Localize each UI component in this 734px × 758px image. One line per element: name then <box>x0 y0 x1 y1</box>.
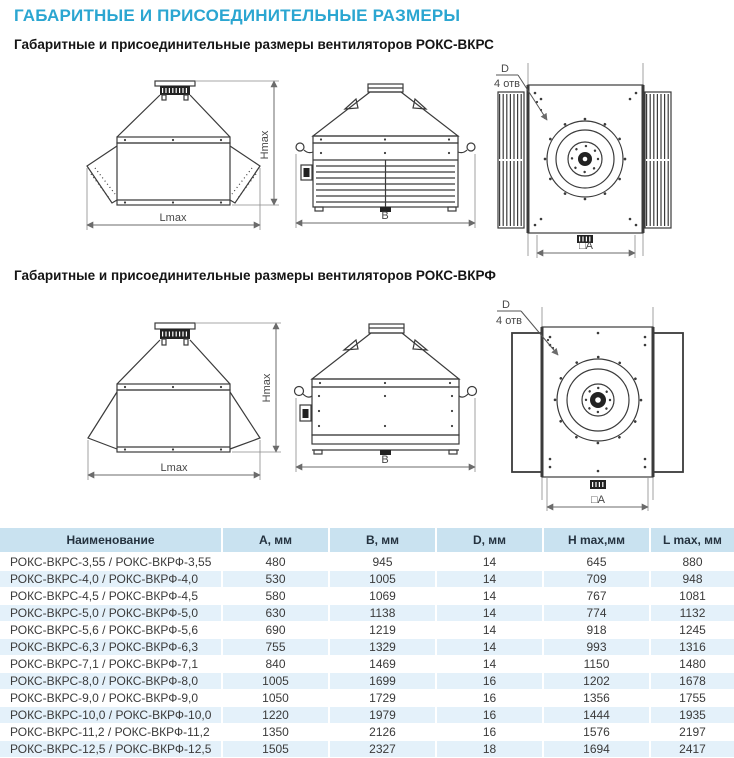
dimension-value-cell: 1005 <box>222 673 329 690</box>
dimension-value-cell: 1979 <box>329 707 436 724</box>
dimension-value-cell: 14 <box>436 639 543 656</box>
dimension-value-cell: 1138 <box>329 605 436 622</box>
dimension-value-cell: 1694 <box>543 741 650 758</box>
dimension-value-cell: 1678 <box>650 673 734 690</box>
table-row <box>0 553 734 571</box>
dimensions-table <box>0 528 734 757</box>
dimension-value-cell: 690 <box>222 622 329 639</box>
dimension-value-cell: 16 <box>436 690 543 707</box>
d-dimension-label: D <box>502 299 510 311</box>
table-row <box>0 741 734 758</box>
dimension-value-cell: 1329 <box>329 639 436 656</box>
fan-model-cell: РОКС-ВКРС-7,1 / РОКС-ВКРФ-7,1 <box>0 656 222 673</box>
table-row <box>0 724 734 741</box>
dimension-value-cell: 1245 <box>650 622 734 639</box>
dimension-value-cell: 16 <box>436 724 543 741</box>
drawing-vkrf-side-view <box>288 300 483 515</box>
dimension-value-cell: 1150 <box>543 656 650 673</box>
dimension-value-cell: 480 <box>222 553 329 571</box>
dimension-value-cell: 1576 <box>543 724 650 741</box>
dimension-value-cell: 1505 <box>222 741 329 758</box>
column-header: D, мм <box>436 528 543 553</box>
dimension-value-cell: 14 <box>436 553 543 571</box>
drawing-vkrs-top-view <box>488 60 734 262</box>
dimension-value-cell: 755 <box>222 639 329 656</box>
column-header: H max,мм <box>543 528 650 553</box>
dimension-value-cell: 14 <box>436 605 543 622</box>
drawing-vkrs-front-view <box>55 62 295 262</box>
hmax-dimension-label: Hmax <box>261 373 273 403</box>
dimension-value-cell: 530 <box>222 571 329 588</box>
fan-model-cell: РОКС-ВКРС-5,6 / РОКС-ВКРФ-5,6 <box>0 622 222 639</box>
table-row <box>0 656 734 673</box>
column-header: A, мм <box>222 528 329 553</box>
fan-outline <box>512 327 683 489</box>
dimension-value-cell: 14 <box>436 588 543 605</box>
table-row <box>0 707 734 724</box>
dimension-value-cell: 1132 <box>650 605 734 622</box>
hmax-dimension-label: Hmax <box>259 130 271 160</box>
subtitle-vkrf: Габаритные и присоединительные размеры вентиляторов РОКС-ВКРФ <box>14 268 496 283</box>
dimension-value-cell: 945 <box>329 553 436 571</box>
dimension-value-cell: 1220 <box>222 707 329 724</box>
dimension-value-cell: 1219 <box>329 622 436 639</box>
dimension-value-cell: 1316 <box>650 639 734 656</box>
dimensions <box>87 81 279 230</box>
dimension-value-cell: 16 <box>436 707 543 724</box>
lmax-dimension-label: Lmax <box>160 462 188 474</box>
dimension-value-cell: 1935 <box>650 707 734 724</box>
table-header-row <box>0 528 734 553</box>
page-title: ГАБАРИТНЫЕ И ПРИСОЕДИНИТЕЛЬНЫЕ РАЗМЕРЫ <box>14 6 461 25</box>
table-row <box>0 571 734 588</box>
dimension-value-cell: 709 <box>543 571 650 588</box>
square-a-dimension-label: □A <box>579 240 593 252</box>
dimension-value-cell: 1050 <box>222 690 329 707</box>
table-row <box>0 605 734 622</box>
fan-model-cell: РОКС-ВКРС-9,0 / РОКС-ВКРФ-9,0 <box>0 690 222 707</box>
b-dimension-label: B <box>381 454 389 466</box>
dimension-value-cell: 2417 <box>650 741 734 758</box>
dimension-value-cell: 1005 <box>329 571 436 588</box>
dimension-value-cell: 840 <box>222 656 329 673</box>
column-header: B, мм <box>329 528 436 553</box>
table-body <box>0 553 734 757</box>
fan-model-cell: РОКС-ВКРС-4,5 / РОКС-ВКРФ-4,5 <box>0 588 222 605</box>
dimension-value-cell: 645 <box>543 553 650 571</box>
drawing-vkrf-front-view <box>55 300 295 515</box>
fan-outline <box>498 85 671 243</box>
fan-model-cell: РОКС-ВКРС-6,3 / РОКС-ВКРФ-6,3 <box>0 639 222 656</box>
fan-model-cell: РОКС-ВКРС-11,2 / РОКС-ВКРФ-11,2 <box>0 724 222 741</box>
dimension-value-cell: 767 <box>543 588 650 605</box>
dimension-value-cell: 774 <box>543 605 650 622</box>
column-header: Наименование <box>0 528 222 553</box>
fan-model-cell: РОКС-ВКРС-10,0 / РОКС-ВКРФ-10,0 <box>0 707 222 724</box>
fan-outline <box>87 81 260 205</box>
fan-outline <box>296 84 475 212</box>
holes-count-label: 4 отв <box>496 315 522 327</box>
fan-model-cell: РОКС-ВКРС-5,0 / РОКС-ВКРФ-5,0 <box>0 605 222 622</box>
dimension-value-cell: 580 <box>222 588 329 605</box>
dimension-value-cell: 2327 <box>329 741 436 758</box>
square-a-dimension-label: □A <box>591 494 605 506</box>
dimension-value-cell: 1350 <box>222 724 329 741</box>
drawing-vkrf-top-view <box>488 297 734 515</box>
dimension-value-cell: 14 <box>436 622 543 639</box>
fan-outline <box>88 323 260 452</box>
fan-model-cell: РОКС-ВКРС-4,0 / РОКС-ВКРФ-4,0 <box>0 571 222 588</box>
dimension-value-cell: 2197 <box>650 724 734 741</box>
drawing-vkrs-side-view <box>288 62 483 262</box>
fan-model-cell: РОКС-ВКРС-12,5 / РОКС-ВКРФ-12,5 <box>0 741 222 758</box>
column-header: L max, мм <box>650 528 734 553</box>
dimension-value-cell: 1081 <box>650 588 734 605</box>
dimension-value-cell: 14 <box>436 656 543 673</box>
dimension-value-cell: 1699 <box>329 673 436 690</box>
dimension-value-cell: 1755 <box>650 690 734 707</box>
dimension-value-cell: 1444 <box>543 707 650 724</box>
lmax-dimension-label: Lmax <box>159 212 187 224</box>
dimension-value-cell: 1480 <box>650 656 734 673</box>
table-row <box>0 622 734 639</box>
table-row <box>0 588 734 605</box>
dimension-value-cell: 16 <box>436 673 543 690</box>
dimension-value-cell: 1069 <box>329 588 436 605</box>
dimension-value-cell: 14 <box>436 571 543 588</box>
dimensions <box>496 75 635 258</box>
dimension-value-cell: 1202 <box>543 673 650 690</box>
b-dimension-label: B <box>381 210 389 222</box>
table-row <box>0 673 734 690</box>
dimension-value-cell: 918 <box>543 622 650 639</box>
dimensions <box>497 311 648 511</box>
table-row <box>0 639 734 656</box>
dimension-value-cell: 948 <box>650 571 734 588</box>
dimension-value-cell: 630 <box>222 605 329 622</box>
dimension-value-cell: 1469 <box>329 656 436 673</box>
table-row <box>0 690 734 707</box>
subtitle-vkrs: Габаритные и присоединительные размеры вентиляторов РОКС-ВКРС <box>14 37 494 52</box>
fan-outline <box>295 324 477 455</box>
dimension-value-cell: 880 <box>650 553 734 571</box>
dimension-value-cell: 18 <box>436 741 543 758</box>
dimension-value-cell: 1356 <box>543 690 650 707</box>
holes-count-label: 4 отв <box>494 78 520 90</box>
dimension-value-cell: 2126 <box>329 724 436 741</box>
dimension-value-cell: 993 <box>543 639 650 656</box>
fan-model-cell: РОКС-ВКРС-8,0 / РОКС-ВКРФ-8,0 <box>0 673 222 690</box>
fan-model-cell: РОКС-ВКРС-3,55 / РОКС-ВКРФ-3,55 <box>0 553 222 571</box>
d-dimension-label: D <box>501 63 509 75</box>
dimension-value-cell: 1729 <box>329 690 436 707</box>
